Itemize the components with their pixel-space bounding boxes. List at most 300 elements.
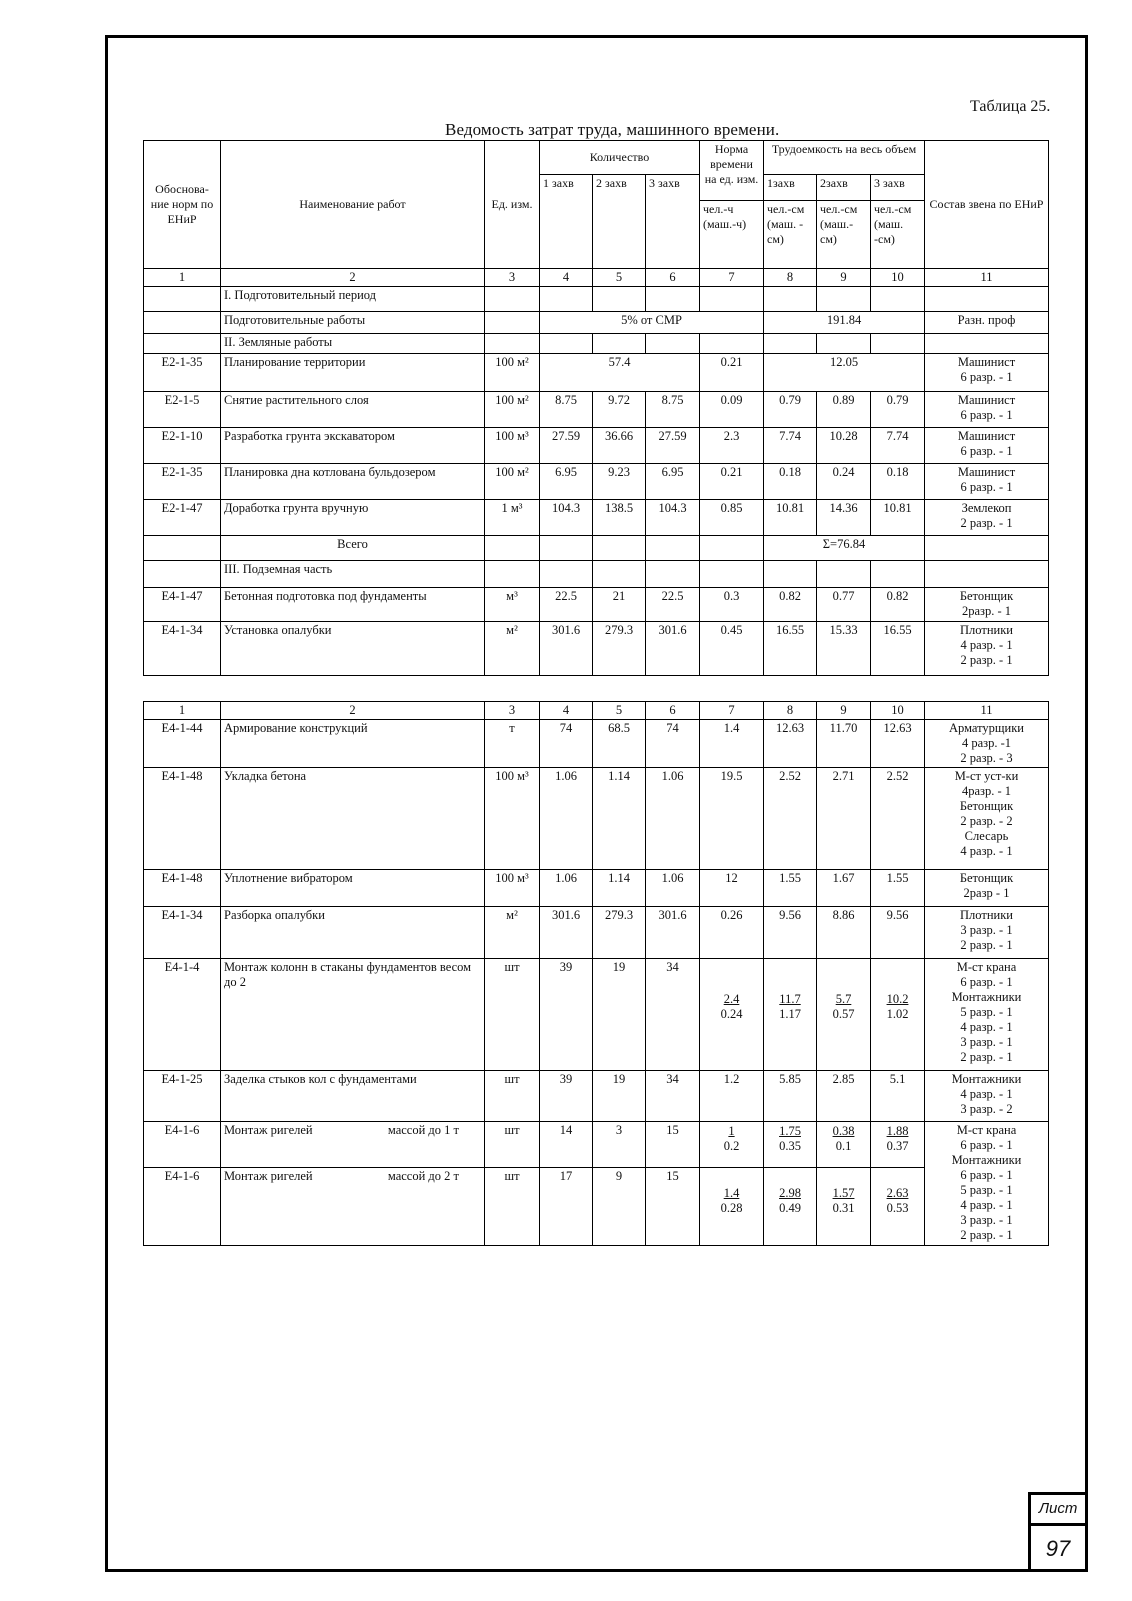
table-row [144, 312, 1049, 334]
quantity-cell: 1.06 [540, 768, 593, 870]
unit-cell: м² [485, 622, 540, 676]
fraction-bottom: 0.28 [720, 1201, 743, 1215]
fraction-bottom: 0.53 [886, 1201, 909, 1215]
crew-line: 2разр - 1 [963, 886, 1010, 900]
unit-cell: 100 м² [485, 392, 540, 428]
column-number: 9 [817, 269, 871, 287]
crew-cell [925, 768, 1049, 870]
crew-line: 4 разр. - 1 [960, 1198, 1013, 1212]
crew-line: Плотники [960, 908, 1013, 922]
labor-merged: 191.84 [764, 312, 925, 334]
column-number-row [144, 269, 1049, 287]
column-number: 3 [485, 269, 540, 287]
empty-cell [540, 287, 593, 312]
column-number: 9 [817, 702, 871, 720]
header-take: 1 захв [540, 175, 593, 269]
fraction-bottom: 0.49 [779, 1201, 801, 1215]
labor-cell [764, 959, 817, 1071]
labor-cell [871, 1122, 925, 1168]
quantity-merged: 5% от СМР [540, 312, 764, 334]
labor-cell: 16.55 [871, 622, 925, 676]
empty-cell [593, 561, 646, 588]
basis-cell: Е2-1-47 [144, 500, 221, 536]
basis-cell: Е2-1-35 [144, 354, 221, 392]
crew-line: Монтажники [951, 990, 1022, 1004]
work-name-cell: Разработка грунта экскаватором [221, 428, 485, 464]
header-basis: Обоснова-ние норм по ЕНиР [144, 141, 221, 269]
quantity-cell: 15 [646, 1168, 700, 1246]
crew-line: Машинист [957, 429, 1016, 443]
labor-cell: 0.79 [871, 392, 925, 428]
empty-cell [925, 334, 1049, 354]
crew-cell [925, 959, 1049, 1071]
labor-cell [764, 1168, 817, 1246]
labor-cell: 1.55 [871, 870, 925, 907]
sheet-number: 97 [1045, 1536, 1071, 1561]
crew-line: Монтажники [951, 1153, 1022, 1167]
labor-cell [817, 1168, 871, 1246]
table-row [144, 768, 1049, 870]
labor-cell: 7.74 [764, 428, 817, 464]
document-title: Ведомость затрат труда, машинного времени. [445, 120, 780, 139]
empty-cell [764, 334, 817, 354]
header-norm-unit: чел.-ч (маш.-ч) [700, 201, 764, 269]
work-name-cell: Снятие растительного слоя [221, 392, 485, 428]
header-labor-unit: чел.-см (маш. -см) [871, 201, 925, 269]
quantity-cell: 8.75 [646, 392, 700, 428]
labor-cell: 10.81 [871, 500, 925, 536]
quantity-cell: 9.23 [593, 464, 646, 500]
section-title: II. Земляные работы [221, 334, 485, 354]
quantity-cell: 301.6 [540, 907, 593, 959]
header-take: 1захв [764, 175, 817, 201]
fraction-bottom: 0.1 [835, 1139, 852, 1153]
quantity-cell: 279.3 [593, 622, 646, 676]
basis-cell: Е2-1-5 [144, 392, 221, 428]
work-name-cell [221, 1168, 485, 1246]
crew-line: Машинист [957, 393, 1016, 407]
norm-cell: 0.45 [700, 622, 764, 676]
unit-cell: 100 м² [485, 354, 540, 392]
fraction-top: 1.75 [779, 1124, 801, 1138]
unit-cell: т [485, 720, 540, 768]
fraction-bottom: 0.24 [720, 1007, 743, 1021]
norm-cell: 0.85 [700, 500, 764, 536]
labor-cell: 2.71 [817, 768, 871, 870]
quantity-cell: 301.6 [646, 907, 700, 959]
labor-cell [871, 1168, 925, 1246]
crew-line: Машинист [957, 465, 1016, 479]
column-number: 4 [540, 269, 593, 287]
total-label: Всего [221, 536, 485, 561]
empty-cell [925, 536, 1049, 561]
column-number: 10 [871, 269, 925, 287]
labor-cell [817, 1122, 871, 1168]
quantity-cell: 21 [593, 588, 646, 622]
unit-cell [485, 312, 540, 334]
crew-cell [925, 622, 1049, 676]
column-number: 11 [925, 269, 1049, 287]
labor-cell [817, 959, 871, 1071]
crew-line: 4 разр. - 1 [960, 1087, 1013, 1101]
crew-cell [925, 588, 1049, 622]
basis-cell [144, 536, 221, 561]
crew-line: 2 разр. - 1 [960, 1050, 1013, 1064]
mass-note: массой до 2 т [387, 1169, 459, 1183]
crew-cell [925, 428, 1049, 464]
column-number: 10 [871, 702, 925, 720]
crew-line: 6 разр. - 1 [960, 408, 1013, 422]
quantity-cell: 279.3 [593, 907, 646, 959]
crew-cell [925, 1071, 1049, 1122]
labor-cell: 0.79 [764, 392, 817, 428]
fraction-top: 1.4 [723, 1186, 740, 1200]
column-number: 5 [593, 702, 646, 720]
norm-cell [700, 1122, 764, 1168]
section-title: III. Подземная часть [221, 561, 485, 588]
norm-cell: 0.21 [700, 464, 764, 500]
basis-cell: Е2-1-10 [144, 428, 221, 464]
fraction-bottom: 1.17 [779, 1007, 801, 1021]
labor-cell: 7.74 [871, 428, 925, 464]
labor-cell: 0.18 [764, 464, 817, 500]
crew-line: 2 разр. - 1 [960, 516, 1013, 530]
quantity-cell: 15 [646, 1122, 700, 1168]
labor-cell: 1.55 [764, 870, 817, 907]
fraction-top: 11.7 [779, 992, 801, 1006]
work-name-cell: Укладка бетона [221, 768, 485, 870]
quantity-cell: 27.59 [646, 428, 700, 464]
work-name: Монтаж ригелей [224, 1169, 313, 1183]
labor-merged: 12.05 [764, 354, 925, 392]
crew-line: М-ст крана [956, 1123, 1017, 1137]
empty-cell [646, 536, 700, 561]
table-row [144, 959, 1049, 1071]
empty-cell [700, 287, 764, 312]
fraction-top: 2.4 [723, 992, 740, 1006]
header-quantity: Количество [540, 141, 700, 175]
table-row [144, 1168, 1049, 1246]
work-name-cell: Уплотнение вибратором [221, 870, 485, 907]
header-take: 2захв [817, 175, 871, 201]
empty-cell [593, 287, 646, 312]
crew-line: 2 разр. - 2 [960, 814, 1013, 828]
crew-line: Плотники [960, 623, 1013, 637]
crew-line: 4 разр. - 1 [960, 638, 1013, 652]
column-number: 3 [485, 702, 540, 720]
quantity-cell: 74 [540, 720, 593, 768]
labor-cell: 0.18 [871, 464, 925, 500]
basis-cell: Е4-1-48 [144, 870, 221, 907]
norm-cell: 19.5 [700, 768, 764, 870]
empty-cell [700, 561, 764, 588]
labor-table-part1 [143, 140, 1049, 676]
crew-line: 6 разр. - 1 [960, 370, 1013, 384]
column-number: 1 [144, 269, 221, 287]
fraction-top: 0.38 [832, 1124, 855, 1138]
quantity-cell: 301.6 [540, 622, 593, 676]
empty-cell [540, 334, 593, 354]
fraction-bottom: 0.57 [832, 1007, 855, 1021]
quantity-cell: 301.6 [646, 622, 700, 676]
crew-line: 6 разр. - 1 [960, 1138, 1013, 1152]
empty-cell [817, 561, 871, 588]
labor-cell: 12.63 [764, 720, 817, 768]
basis-cell: Е2-1-35 [144, 464, 221, 500]
crew-line: 3 разр. - 2 [960, 1102, 1013, 1116]
fraction-bottom: 1.02 [886, 1007, 909, 1021]
unit-cell: 1 м³ [485, 500, 540, 536]
crew-line: 4 разр. -1 [961, 736, 1012, 750]
column-number: 4 [540, 702, 593, 720]
crew-line: 5 разр. - 1 [960, 1005, 1013, 1019]
crew-cell [925, 720, 1049, 768]
work-name-cell: Доработка грунта вручную [221, 500, 485, 536]
section-title: I. Подготовительный период [221, 287, 485, 312]
crew-line: 3 разр. - 1 [960, 1213, 1013, 1227]
column-number: 8 [764, 269, 817, 287]
unit-cell: шт [485, 1071, 540, 1122]
labor-cell: 5.85 [764, 1071, 817, 1122]
quantity-cell: 17 [540, 1168, 593, 1246]
empty-cell [593, 536, 646, 561]
crew-cell [925, 500, 1049, 536]
empty-cell [925, 287, 1049, 312]
work-name: Монтаж ригелей [224, 1123, 313, 1137]
labor-cell: 2.52 [764, 768, 817, 870]
quantity-cell: 9 [593, 1168, 646, 1246]
empty-cell [646, 561, 700, 588]
header-unit: Ед. изм. [485, 141, 540, 269]
labor-cell: 10.81 [764, 500, 817, 536]
quantity-cell: 22.5 [646, 588, 700, 622]
empty-cell [540, 536, 593, 561]
basis-cell [144, 312, 221, 334]
unit-cell: шт [485, 1168, 540, 1246]
norm-cell: 0.09 [700, 392, 764, 428]
quantity-cell: 138.5 [593, 500, 646, 536]
crew-cell [925, 464, 1049, 500]
labor-cell: 14.36 [817, 500, 871, 536]
crew-line: Бетонщик [959, 799, 1014, 813]
basis-cell: Е4-1-34 [144, 907, 221, 959]
total-row [144, 536, 1049, 561]
crew-line: 2 разр. - 1 [960, 653, 1013, 667]
quantity-cell: 9.72 [593, 392, 646, 428]
unit-cell: 100 м² [485, 464, 540, 500]
column-number: 5 [593, 269, 646, 287]
quantity-cell: 1.06 [646, 768, 700, 870]
unit-cell: шт [485, 1122, 540, 1168]
empty-cell [871, 561, 925, 588]
empty-cell [764, 561, 817, 588]
header-norm: Норма времени на ед. изм. [700, 141, 764, 201]
fraction-top: 1.57 [832, 1186, 855, 1200]
empty-cell [925, 561, 1049, 588]
work-name-cell: Установка опалубки [221, 622, 485, 676]
table-row [144, 392, 1049, 428]
labor-cell: 12.63 [871, 720, 925, 768]
quantity-cell: 1.06 [646, 870, 700, 907]
crew-line: Слесарь [964, 829, 1009, 843]
labor-cell [871, 959, 925, 1071]
unit-cell: 100 м³ [485, 428, 540, 464]
table-row [144, 354, 1049, 392]
work-name-cell: Бетонная подготовка под фундаменты [221, 588, 485, 622]
header-take: 3 захв [871, 175, 925, 201]
empty-cell [700, 334, 764, 354]
empty-cell [871, 287, 925, 312]
norm-cell: 0.3 [700, 588, 764, 622]
fraction-bottom: 0.37 [886, 1139, 909, 1153]
basis-cell: Е4-1-44 [144, 720, 221, 768]
header-work-name: Наименование работ [221, 141, 485, 269]
fraction-bottom: 0.35 [779, 1139, 801, 1153]
crew-line: 5 разр. - 1 [960, 1183, 1013, 1197]
norm-cell: 1.2 [700, 1071, 764, 1122]
table-row [144, 588, 1049, 622]
empty-cell [700, 536, 764, 561]
table-label: Таблица 25. [970, 98, 1051, 115]
fraction-top: 2.63 [886, 1186, 909, 1200]
labor-cell: 8.86 [817, 907, 871, 959]
crew-line: 6 разр. - 1 [960, 975, 1013, 989]
crew-line: 6 разр. - 1 [960, 480, 1013, 494]
norm-cell [700, 1168, 764, 1246]
unit-cell: м³ [485, 588, 540, 622]
quantity-cell: 6.95 [646, 464, 700, 500]
empty-cell [871, 334, 925, 354]
header-labor-unit: чел.-см (маш.-см) [817, 201, 871, 269]
quantity-cell: 39 [540, 1071, 593, 1122]
header-crew: Состав звена по ЕНиР [925, 141, 1049, 269]
basis-cell: Е4-1-6 [144, 1122, 221, 1168]
basis-cell: Е4-1-4 [144, 959, 221, 1071]
quantity-cell: 1.06 [540, 870, 593, 907]
column-number: 7 [700, 269, 764, 287]
sheet-label: Лист [1031, 1495, 1085, 1526]
empty-cell [646, 287, 700, 312]
quantity-cell: 74 [646, 720, 700, 768]
norm-cell: 0.26 [700, 907, 764, 959]
basis-cell: Е4-1-34 [144, 622, 221, 676]
crew-line: М-ст уст-ки [954, 769, 1019, 783]
empty-cell [485, 287, 540, 312]
basis-cell: Е4-1-47 [144, 588, 221, 622]
unit-cell: 100 м³ [485, 768, 540, 870]
crew-line: 3 разр. - 1 [960, 1035, 1013, 1049]
table-row [144, 870, 1049, 907]
fraction-top: 5.7 [835, 992, 852, 1006]
norm-cell: 2.3 [700, 428, 764, 464]
empty-cell [540, 561, 593, 588]
column-number: 8 [764, 702, 817, 720]
column-number-row [144, 702, 1049, 720]
work-name-cell: Планировка дна котлована бульдозером [221, 464, 485, 500]
crew-line: М-ст крана [956, 960, 1017, 974]
unit-cell: м² [485, 907, 540, 959]
crew-line: 2 разр. - 1 [960, 938, 1013, 952]
quantity-cell: 39 [540, 959, 593, 1071]
work-name-cell [221, 1122, 485, 1168]
quantity-cell: 104.3 [540, 500, 593, 536]
crew-line: 4 разр. - 1 [960, 1020, 1013, 1034]
table-row [144, 622, 1049, 676]
quantity-cell: 104.3 [646, 500, 700, 536]
table-row [144, 500, 1049, 536]
work-name-cell: Подготовительные работы [221, 312, 485, 334]
basis-cell [144, 561, 221, 588]
crew-line: Бетонщик [959, 871, 1014, 885]
fraction-top: 1.88 [886, 1124, 909, 1138]
basis-cell [144, 334, 221, 354]
basis-cell: Е4-1-48 [144, 768, 221, 870]
table-row [144, 428, 1049, 464]
quantity-cell: 22.5 [540, 588, 593, 622]
quantity-cell: 1.14 [593, 870, 646, 907]
empty-cell [485, 536, 540, 561]
labor-cell: 15.33 [817, 622, 871, 676]
crew-cell [925, 1122, 1049, 1246]
header-take: 3 захв [646, 175, 700, 269]
labor-table-part2 [143, 701, 1049, 1246]
empty-cell [593, 334, 646, 354]
work-name-cell: Армирование конструкций [221, 720, 485, 768]
labor-cell [764, 1122, 817, 1168]
quantity-cell: 34 [646, 1071, 700, 1122]
work-name-cell: Разборка опалубки [221, 907, 485, 959]
fraction-bottom: 0.2 [723, 1139, 740, 1153]
labor-cell: 5.1 [871, 1071, 925, 1122]
empty-cell [817, 287, 871, 312]
quantity-cell: 27.59 [540, 428, 593, 464]
header-take: 2 захв [593, 175, 646, 269]
labor-cell: 0.24 [817, 464, 871, 500]
empty-cell [485, 334, 540, 354]
crew-line: 6 разр. - 1 [960, 1168, 1013, 1182]
norm-cell: 1.4 [700, 720, 764, 768]
crew-line: 3 разр. - 1 [960, 923, 1013, 937]
fraction-bottom: 0.31 [832, 1201, 855, 1215]
labor-cell: 0.77 [817, 588, 871, 622]
empty-cell [485, 561, 540, 588]
labor-cell: 0.89 [817, 392, 871, 428]
mass-note: массой до 1 т [387, 1123, 459, 1137]
header-row [144, 141, 1049, 175]
crew-line: Землекоп [961, 501, 1012, 515]
quantity-cell: 19 [593, 1071, 646, 1122]
column-number: 11 [925, 702, 1049, 720]
crew-line: Бетонщик [959, 589, 1014, 603]
crew-line: 4разр. - 1 [961, 784, 1012, 798]
empty-cell [646, 334, 700, 354]
unit-cell: 100 м³ [485, 870, 540, 907]
column-number: 6 [646, 702, 700, 720]
quantity-cell: 3 [593, 1122, 646, 1168]
sheet-box [1028, 1492, 1088, 1572]
crew-line: Арматурщики [948, 721, 1024, 735]
quantity-cell: 6.95 [540, 464, 593, 500]
quantity-cell: 68.5 [593, 720, 646, 768]
column-number: 7 [700, 702, 764, 720]
crew-cell [925, 870, 1049, 907]
column-number: 1 [144, 702, 221, 720]
empty-cell [764, 287, 817, 312]
labor-cell: 9.56 [871, 907, 925, 959]
table-row [144, 1122, 1049, 1168]
crew-line: 2 разр. - 3 [960, 751, 1013, 765]
crew-cell [925, 907, 1049, 959]
